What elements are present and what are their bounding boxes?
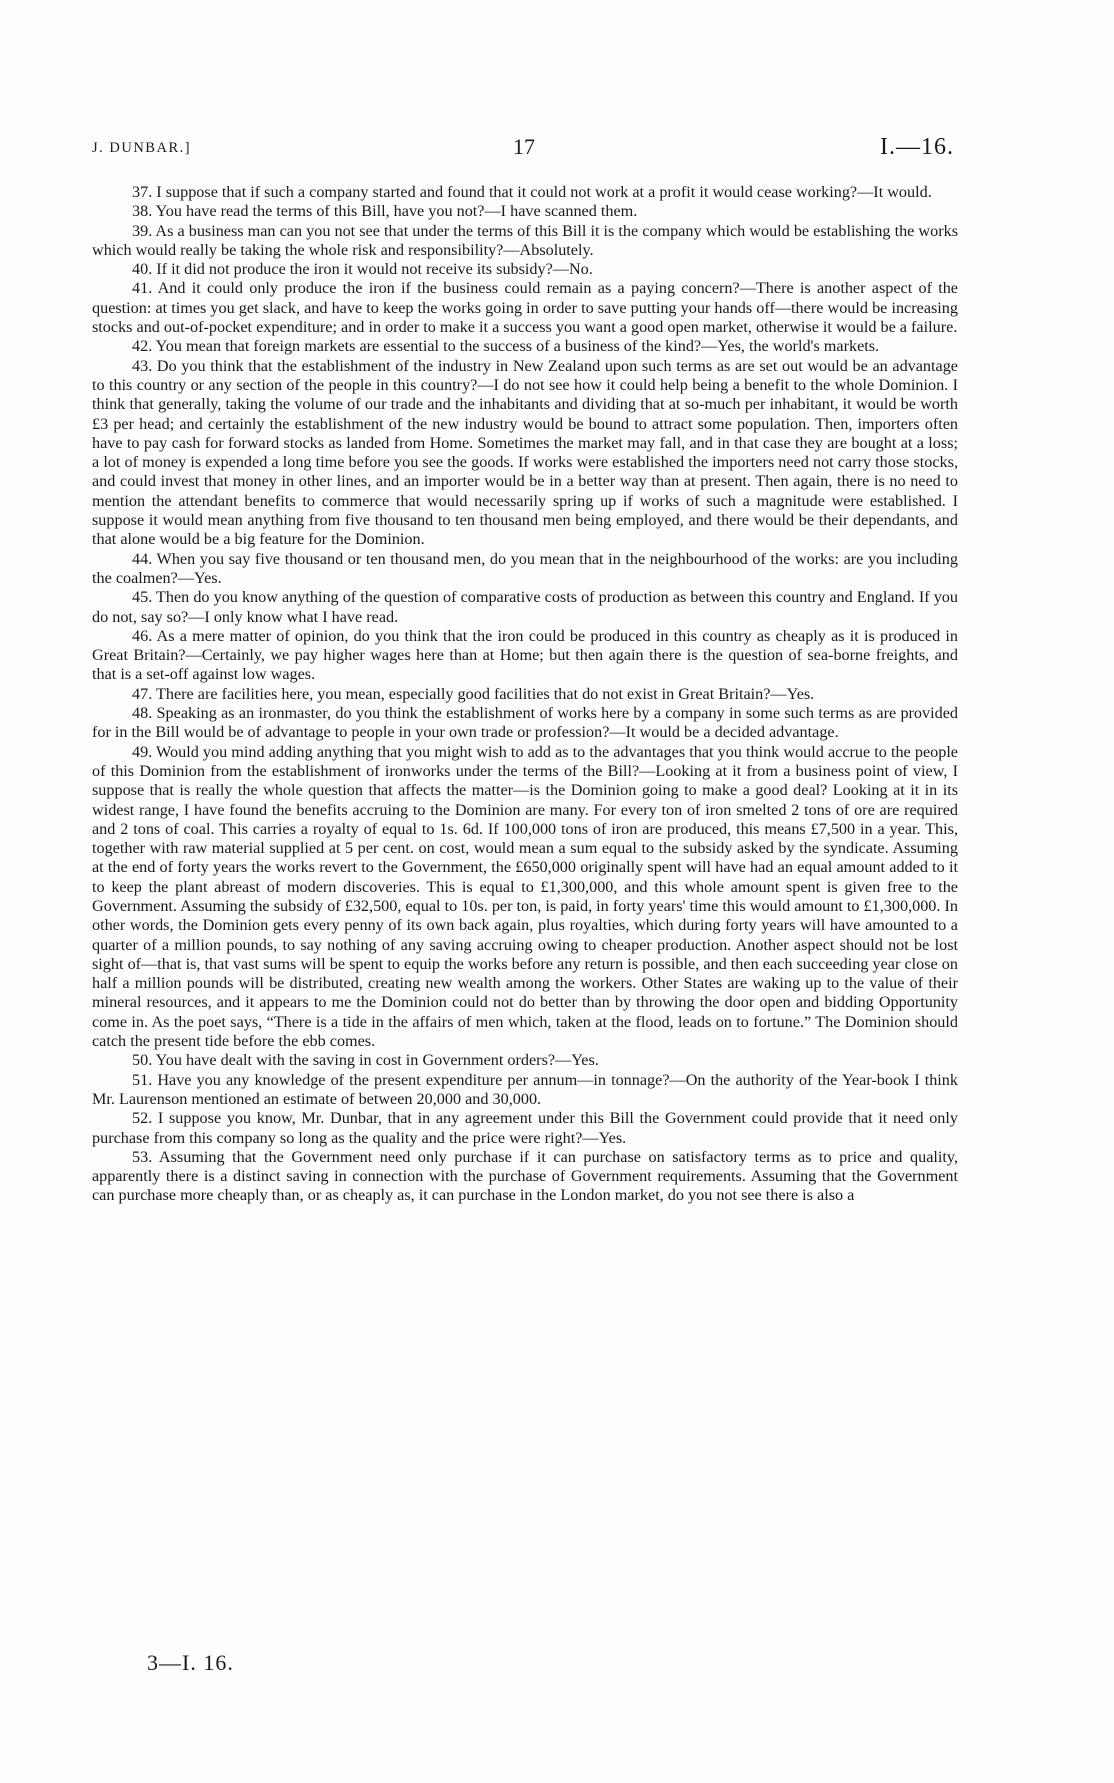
minutes-body <box>92 183 958 1206</box>
question-44: 44. When you say five thousand or ten thousand men, do you mean that in the neighbourhood of the works: are you including the coalmen?—Yes. <box>92 549 958 587</box>
page-number: 17 <box>513 134 535 159</box>
question-37: 37. I suppose that if such a company started and found that it could not work at a profit it would cease working?—It would. <box>132 183 932 201</box>
question-49: 49. Would you mind adding anything that you might wish to add as to the advantages that you think would accrue to the people of this Dominion from the establishment of ironworks under the terms of the Bill?—Looking at it from a business point of view, I suppose that is really the whole question that affects the matter—is the Dominion going to make a good deal? Looking at it in its widest range, I have found the benefits accruing to the Dominion are many. For every ton of iron smelted 2 tons of ore are required and 2 tons of coal. This carries a royalty of equal to 1s. 6d. If 100,000 tons of iron are produced, this means £7,500 in a year. This, together with raw material supplied at 5 per cent. on cost, would mean a sum equal to the subsidy asked by the syndicate. Assuming at the end of forty years the works revert to the Government, the £650,000 originally spent will have had an equal amount added to it to keep the plant abreast of modern discoveries. This is equal to £1,300,000, and this whole amount spent is given free to the Government. Assuming the subsidy of £32,500, equal to 10s. per ton, is paid, in forty years' time this would amount to £1,300,000. In other words, the Dominion gets every penny of its own back again, plus royalties, which during forty years will have amounted to a quarter of a million pounds, to say nothing of any saving accruing owing to cheaper production. Another aspect should not be lost sight of—that is, that vast sums will be spent to equip the works before any return is possible, and then each succeeding year close on half a million pounds will be distributed, creating new wealth among the workers. Other States are waking up to the value of their mineral resources, and it appears to me the Dominion could not do better than by throwing the door open and bidding Opportunity come in. As the poet says, “There is a tide in the affairs of men which, taken at the flood, leads on to fortune.” The Dominion should catch the present tide before the ebb comes. <box>92 742 958 1051</box>
question-50: 50. You have dealt with the saving in cost in Government orders?—Yes. <box>132 1051 599 1070</box>
question-41: 41. And it could only produce the iron if the business could remain as a paying concern?—There is another aspect of the question: at times you get slack, and have to keep the works going in order to save putting your hands off—there would be increasing stocks and out-of-pocket expenditure; and in order to make it a success you want a good open market, otherwise it would be a failure. <box>92 279 958 337</box>
paper-reference: I.—16. <box>880 134 954 160</box>
question-51: 51. Have you any knowledge of the present expenditure per annum—in tonnage?—On the authority of the Year-book I think Mr. Laurenson mentioned an estimate of between 20,000 and 30,000. <box>92 1070 958 1108</box>
question-47: 47. There are facilities here, you mean, especially good facilities that do not exist in Great Britain?—Yes. <box>132 684 815 703</box>
page-header <box>92 134 956 164</box>
question-42: 42. You mean that foreign markets are essential to the success of a business of the kind?—Yes, the world's markets. <box>132 337 880 356</box>
question-48: 48. Speaking as an ironmaster, do you think the establishment of works here by a company in some such terms as are provided for in the Bill would be of advantage to people in your own trade or profession?—It would be a decided advantage. <box>92 704 958 742</box>
question-38: 38. You have read the terms of this Bill, have you not?—I have scanned them. <box>132 202 638 221</box>
question-45: 45. Then do you know anything of the question of comparative costs of production as between this country and England. If you do not, say so?—I only know what I have read. <box>92 588 958 626</box>
question-52: 52. I suppose you know, Mr. Dunbar, that in any agreement under this Bill the Government could provide that it need only purchase from this company so long as the quality and the price were right?—Yes. <box>92 1109 958 1147</box>
question-46: 46. As a mere matter of opinion, do you think that the iron could be produced in this country as cheaply as it is produced in Great Britain?—Certainly, we pay higher wages here than at Home; but then again there is the question of sea-borne freights, and that is a set-off against low wages. <box>92 626 958 684</box>
question-43: 43. Do you think that the establishment of the industry in New Zealand upon such terms as are set out would be an advantage to this country or any section of the people in this country?—I do not see how it could help being a benefit to the whole Dominion. I think that generally, taking the volume of our trade and the inhabitants and dividing that at so-much per inhabitant, it would be worth £3 per head; and certainly the establishment of the new industry would be bound to attract some population. Then, importers often have to pay cash for forward stocks as landed from Home. Sometimes the market may fall, and in that case they are bought at a loss; a lot of money is expended a long time before you see the goods. If works were established the importers need not carry those stocks, and could invest that money in other lines, and an importer would be in a better way than at present. Then again, there is no need to mention the attendant benefits to commerce that would necessarily spring up if works of such a magnitude were established. I suppose it would mean anything from five thousand to ten thousand men being employed, and there would be their dependants, and that alone would be a big feature for the Dominion. <box>92 356 958 549</box>
question-39: 39. As a business man can you not see that under the terms of this Bill it is the company which would be establishing the works which would really be taking the whole risk and responsibility?—Absolutely. <box>92 221 958 259</box>
question-53: 53. Assuming that the Government need only purchase if it can purchase on satisfactory terms as to price and quality, apparently there is a distinct saving in connection with the purchase of Government requirements. Assuming that the Government can purchase more cheaply than, or as cheaply as, it can purchase in the London market, do you not see there is also a <box>92 1147 958 1205</box>
question-40: 40. If it did not produce the iron it would not receive its subsidy?—No. <box>132 260 593 279</box>
signature-mark: 3—I. 16. <box>147 1650 234 1675</box>
witness-name: J. DUNBAR.] <box>92 140 192 156</box>
